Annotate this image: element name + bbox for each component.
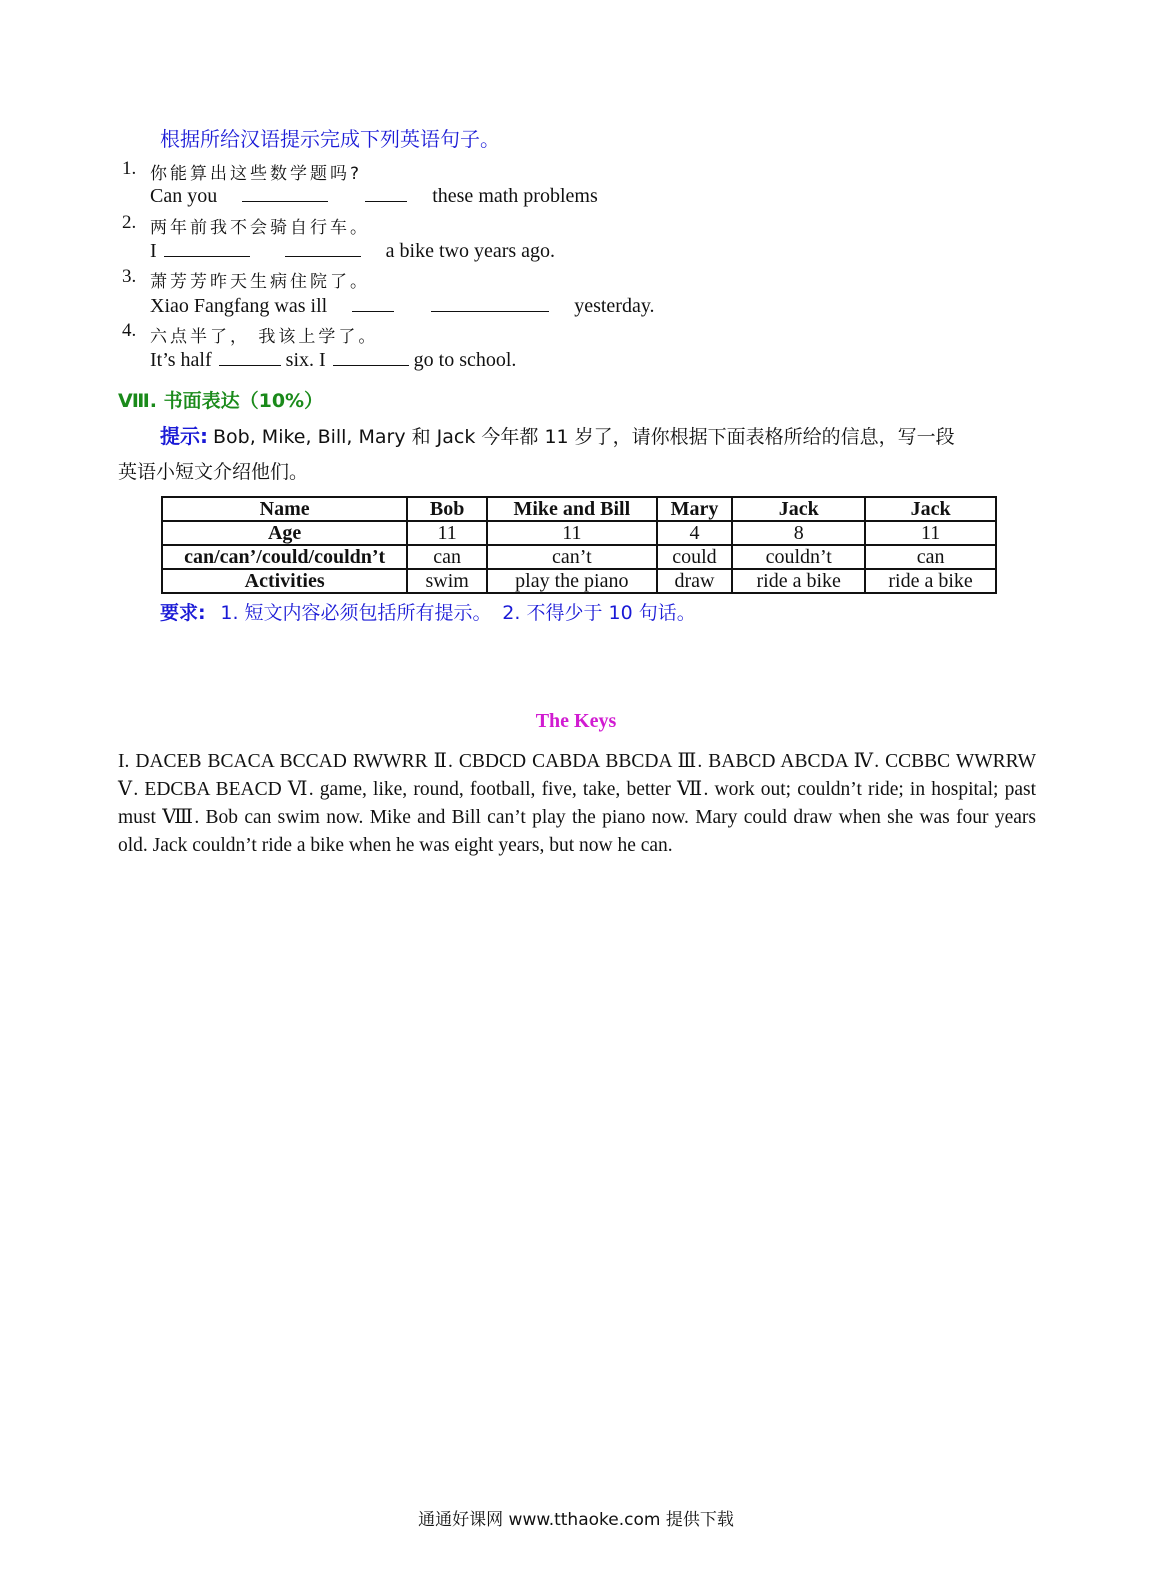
table-cell: Name xyxy=(162,497,407,521)
table-cell: Jack xyxy=(732,497,865,521)
requirements xyxy=(160,598,696,625)
hint-text: Bob, Mike, Bill, Mary 和 Jack 今年都 11 岁了，请你根据下面表格所给的信息，写一段 xyxy=(213,426,955,448)
table-cell: draw xyxy=(657,569,733,593)
answer-blank xyxy=(242,185,328,202)
table-row xyxy=(162,545,996,569)
question-chinese: 六点半了， 我该上学了。 xyxy=(150,327,379,347)
table-cell: 11 xyxy=(407,521,487,545)
table-row xyxy=(162,497,996,521)
table-cell: 4 xyxy=(657,521,733,545)
answer-blank xyxy=(285,240,361,257)
question-chinese: 你能算出这些数学题吗? xyxy=(150,164,363,184)
footer-text: 通通好课网 www.tthaoke.com 提供下载 xyxy=(418,1510,734,1530)
question-english xyxy=(150,295,655,318)
table-cell: can/can’/could/couldn’t xyxy=(162,545,407,569)
question-english xyxy=(150,240,555,263)
writing-heading: Ⅷ. 书面表达（10%） xyxy=(118,390,324,412)
table-cell: 8 xyxy=(732,521,865,545)
table-cell: can xyxy=(407,545,487,569)
table-cell: ride a bike xyxy=(732,569,865,593)
table-cell: 11 xyxy=(487,521,657,545)
answer-blank xyxy=(219,349,281,366)
answer-suffix: yesterday. xyxy=(574,295,655,317)
question-english xyxy=(150,349,516,372)
answer-blank xyxy=(164,240,250,257)
question-english xyxy=(150,185,598,208)
question-number: 1. xyxy=(122,158,137,179)
table-cell: ride a bike xyxy=(865,569,996,593)
hint-text-continued: 英语小短文介绍他们。 xyxy=(118,461,309,483)
table-cell: Age xyxy=(162,521,407,545)
table-cell: Activities xyxy=(162,569,407,593)
table-cell: play the piano xyxy=(487,569,657,593)
requirement-item: 2. 不得少于 10 句话。 xyxy=(502,602,696,624)
table-cell: couldn’t xyxy=(732,545,865,569)
question-number: 2. xyxy=(122,212,137,233)
table-cell: Mary xyxy=(657,497,733,521)
answer-blank xyxy=(431,295,549,312)
question-number: 3. xyxy=(122,266,137,287)
info-table xyxy=(161,496,997,594)
hint-label: 提示: xyxy=(160,424,208,448)
table-cell: Jack xyxy=(865,497,996,521)
question-chinese: 两年前我不会骑自行车。 xyxy=(150,218,370,238)
answer-middle: six. I xyxy=(285,349,326,371)
answer-blank xyxy=(365,185,407,202)
answer-prefix: Xiao Fangfang was ill xyxy=(150,295,328,317)
answer-blank xyxy=(352,295,394,312)
table-cell: Mike and Bill xyxy=(487,497,657,521)
table-cell: can xyxy=(865,545,996,569)
section-heading: 根据所给汉语提示完成下列英语句子。 xyxy=(160,127,500,151)
table-cell: Bob xyxy=(407,497,487,521)
table-row xyxy=(162,521,996,545)
answer-prefix: It’s half xyxy=(150,349,212,371)
table-cell: can’t xyxy=(487,545,657,569)
answer-suffix: these math problems xyxy=(432,185,598,207)
question-chinese: 萧芳芳昨天生病住院了。 xyxy=(150,272,370,292)
table-row xyxy=(162,569,996,593)
answer-prefix: Can you xyxy=(150,185,218,207)
keys-title: The Keys xyxy=(535,710,617,732)
table-cell: swim xyxy=(407,569,487,593)
answer-prefix: I xyxy=(150,240,157,262)
answer-suffix: a bike two years ago. xyxy=(385,240,556,262)
requirement-label: 要求: xyxy=(160,602,206,624)
answer-suffix: go to school. xyxy=(413,349,517,371)
answer-blank xyxy=(333,349,409,366)
keys-text: I. DACEB BCACA BCCAD RWWRR Ⅱ. CBDCD CABDA BBCDA Ⅲ. BABCD ABCDA Ⅳ. CCBBC WWRRW Ⅴ. EDCBA BEACD Ⅵ. game, like, round, football, five, take, better Ⅶ. work out; couldn’t ride; in hospital; past must Ⅷ. Bob can swim now. Mike and Bill can’t play the piano now. Mary could draw when she was four years old. Jack couldn’t ride a bike when he was eight years, but now he can. xyxy=(118,751,1036,856)
question-number: 4. xyxy=(122,320,137,341)
table-cell: could xyxy=(657,545,733,569)
table-cell: 11 xyxy=(865,521,996,545)
requirement-item: 1. 短文内容必须包括所有提示。 xyxy=(220,602,492,624)
writing-hint xyxy=(160,420,955,449)
